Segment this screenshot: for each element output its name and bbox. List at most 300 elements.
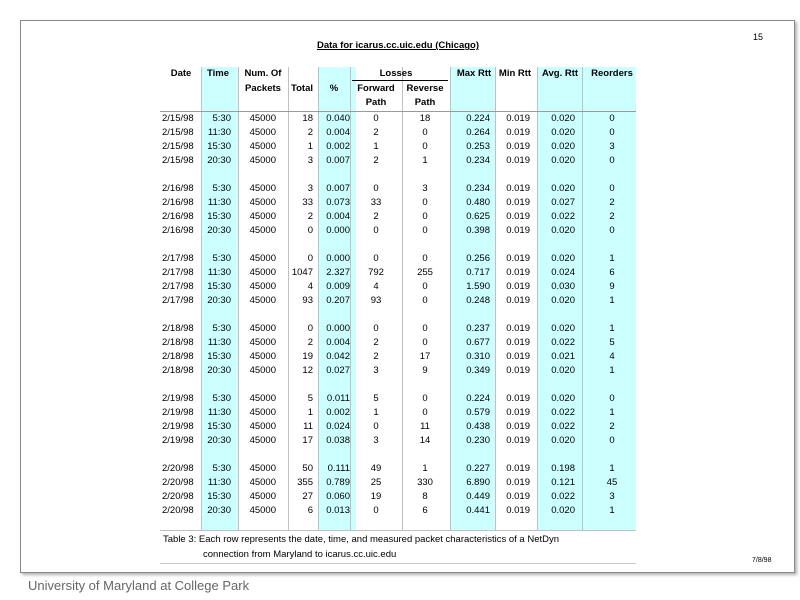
table-cell: 5:30 (212, 463, 231, 474)
table-cell: 1 (609, 505, 615, 517)
table-cell: 20:30 (207, 365, 231, 377)
table-cell: 1.590 (466, 281, 490, 293)
table-cell: 15:30 (207, 421, 231, 433)
table-cell: 15:30 (207, 351, 231, 363)
column-header: Max Rtt (456, 68, 492, 79)
table-cell: 0.234 (466, 183, 490, 194)
table-cell: 93 (302, 295, 313, 307)
table-cell: 0 (373, 225, 379, 237)
table-row (160, 224, 636, 238)
table-cell: 2/16/98 (162, 197, 194, 209)
table-cell: 45000 (249, 491, 276, 503)
table-cell: 0.019 (506, 505, 530, 517)
column-header: Losses (379, 68, 413, 79)
table-cell: 20:30 (207, 295, 231, 307)
table-cell: 0.019 (506, 197, 530, 209)
table-cell: 0 (307, 323, 313, 334)
table-cell: 5:30 (212, 253, 231, 264)
table-cell: 25 (370, 477, 382, 489)
table-cell: 0.004 (326, 127, 350, 139)
table-cell: 0.024 (326, 421, 350, 433)
table-cell: 0.019 (506, 477, 530, 489)
table-cell: 0.002 (326, 407, 350, 419)
table-cell: 45000 (249, 113, 276, 124)
table-cell: 0 (422, 337, 428, 349)
table-cell: 0.019 (506, 463, 530, 474)
table-cell: 0.027 (326, 365, 350, 377)
table-cell: 0.020 (551, 253, 575, 264)
table-cell: 2/19/98 (162, 435, 194, 447)
table-cell: 0.121 (551, 477, 575, 489)
table-cell: 2/17/98 (162, 281, 194, 293)
table-row (160, 406, 636, 420)
table-cell: 0.237 (466, 323, 490, 334)
table-cell: 0.007 (326, 155, 350, 167)
table-cell: 2/15/98 (162, 113, 194, 124)
column-header: Reorders (591, 68, 633, 79)
table-cell: 45000 (249, 337, 276, 349)
table-cell: 2 (307, 337, 313, 349)
table-cell: 0.022 (551, 421, 575, 433)
table-cell: 1 (373, 407, 379, 419)
table-cell: 9 (422, 365, 428, 377)
table-cell: 93 (370, 295, 382, 307)
column-header: Path (414, 97, 436, 108)
table-row (160, 140, 636, 154)
table-cell: 0.020 (551, 183, 575, 194)
table-cell: 0 (422, 407, 428, 419)
table-cell: 2 (307, 127, 313, 139)
caption-divider (160, 530, 636, 531)
table-cell: 6 (422, 505, 428, 517)
table-cell: 0.019 (506, 253, 530, 264)
table-cell: 0.002 (326, 141, 350, 153)
table-cell: 0.024 (551, 267, 575, 279)
table-cell: 12 (302, 365, 313, 377)
table-cell: 5:30 (212, 393, 231, 404)
table-cell: 2 (609, 197, 615, 209)
table-cell: 4 (373, 281, 379, 293)
table-cell: 0.019 (506, 211, 530, 223)
table-cell: 0.256 (466, 253, 490, 264)
table-cell: 2/17/98 (162, 253, 194, 264)
table-cell: 5:30 (212, 323, 231, 334)
table-cell: 0.038 (326, 435, 350, 447)
table-cell: 33 (370, 197, 382, 209)
table-cell: 0.020 (551, 365, 575, 377)
table-cell: 0.073 (326, 197, 350, 209)
table-cell: 2 (373, 155, 379, 167)
table-cell: 18 (302, 113, 313, 124)
losses-underline (352, 80, 448, 81)
table-cell: 2/18/98 (162, 337, 194, 349)
table-cell: 1 (422, 155, 428, 167)
table-cell: 45000 (249, 421, 276, 433)
table-cell: 45 (606, 477, 618, 489)
table-cell: 0.000 (326, 225, 350, 237)
column-header: Num. Of (244, 68, 282, 79)
table-cell: 0.019 (506, 337, 530, 349)
table-cell: 0.717 (466, 267, 490, 279)
table-cell: 2/20/98 (162, 505, 194, 517)
table-cell: 0 (307, 225, 313, 237)
column-header: Time (206, 68, 229, 79)
table-cell: 0.004 (326, 211, 350, 223)
table-cell: 15:30 (207, 211, 231, 223)
table-cell: 11:30 (207, 127, 231, 139)
table-cell: 0.020 (551, 141, 575, 153)
table-cell: 0 (373, 505, 379, 517)
table-cell: 45000 (249, 435, 276, 447)
table-cell: 0.234 (466, 155, 490, 167)
table-title: Data for icarus.cc.uic.edu (Chicago) (316, 40, 480, 51)
table-cell: 50 (302, 463, 313, 474)
column-header: Forward (357, 83, 395, 94)
table-cell: 0.310 (466, 351, 490, 363)
table-cell: 4 (609, 351, 615, 363)
slide-date: 7/8/98 (752, 557, 772, 564)
table-cell: 2/17/98 (162, 295, 194, 307)
table-cell: 330 (417, 477, 433, 489)
table-cell: 49 (370, 463, 382, 474)
table-cell: 2/18/98 (162, 351, 194, 363)
table-cell: 0.019 (506, 183, 530, 194)
table-cell: 2/15/98 (162, 155, 194, 167)
table-cell: 18 (419, 113, 431, 124)
table-cell: 20:30 (207, 435, 231, 447)
data-table (160, 37, 636, 564)
table-cell: 0 (422, 225, 428, 237)
table-cell: 2/17/98 (162, 267, 194, 279)
table-cell: 0.030 (551, 281, 575, 293)
table-cell: 0.789 (326, 477, 350, 489)
table-cell: 3 (609, 491, 615, 503)
table-cell: 0 (422, 197, 428, 209)
table-cell: 45000 (249, 211, 276, 223)
table-cell: 2/18/98 (162, 323, 194, 334)
column-header: Min Rtt (498, 68, 532, 79)
table-cell: 45000 (249, 225, 276, 237)
column-header: Reverse (406, 83, 444, 94)
table-cell: 0.224 (466, 113, 490, 124)
table-cell: 0 (373, 113, 379, 124)
table-cell: 45000 (249, 267, 276, 279)
table-cell: 45000 (249, 351, 276, 363)
column-header: Packets (245, 83, 281, 94)
table-row (160, 266, 636, 280)
table-cell: 792 (368, 267, 384, 279)
table-cell: 0.007 (326, 183, 350, 194)
header-row (160, 97, 636, 111)
table-cell: 8 (422, 491, 428, 503)
table-cell: 17 (419, 351, 431, 363)
table-cell: 20:30 (207, 155, 231, 167)
table-cell: 0.004 (326, 337, 350, 349)
table-cell: 6.890 (466, 477, 490, 489)
table-cell: 0.198 (551, 463, 575, 474)
table-cell: 0 (609, 127, 615, 139)
table-row (160, 182, 636, 196)
table-cell: 0.022 (551, 337, 575, 349)
table-cell: 255 (417, 267, 433, 279)
table-cell: 0.060 (326, 491, 350, 503)
table-cell: 0 (609, 435, 615, 447)
table-cell: 15:30 (207, 491, 231, 503)
table-cell: 0.020 (551, 155, 575, 167)
table-cell: 0.020 (551, 113, 575, 124)
table-cell: 0 (422, 323, 428, 334)
table-cell: 2/20/98 (162, 477, 194, 489)
table-cell: 5 (609, 337, 615, 349)
table-row (160, 504, 636, 518)
table-cell: 0 (422, 141, 428, 153)
table-row (160, 420, 636, 434)
table-cell: 0.019 (506, 267, 530, 279)
table-cell: 45000 (249, 183, 276, 194)
table-cell: 0 (422, 295, 428, 307)
table-cell: 0.000 (326, 323, 350, 334)
table-cell: 11 (303, 421, 313, 433)
table-cell: 0.677 (466, 337, 490, 349)
table-cell: 5 (307, 393, 313, 404)
table-cell: 5:30 (212, 183, 231, 194)
table-cell: 0.019 (506, 365, 530, 377)
table-cell: 0.019 (506, 155, 530, 167)
table-cell: 20:30 (207, 225, 231, 237)
table-cell: 0.579 (466, 407, 490, 419)
table-cell: 0.019 (506, 127, 530, 139)
table-cell: 3 (609, 141, 615, 153)
caption-line-1: Table 3: Each row represents the date, time, and measured packet characteristics of a NetDyn (163, 534, 560, 545)
table-cell: 0.019 (506, 435, 530, 447)
table-cell: 0.021 (551, 351, 575, 363)
table-cell: 0.019 (506, 141, 530, 153)
table-row (160, 490, 636, 504)
table-cell: 2/16/98 (162, 211, 194, 223)
column-header: Total (291, 83, 313, 94)
table-cell: 0.111 (327, 463, 350, 474)
table-cell: 0.019 (506, 225, 530, 237)
table-cell: 1047 (291, 267, 313, 279)
table-cell: 0 (373, 253, 379, 264)
table-cell: 0 (422, 253, 428, 264)
table-row (160, 126, 636, 140)
table-cell: 1 (373, 141, 379, 153)
table-cell: 0.020 (551, 323, 575, 334)
table-cell: 0.019 (506, 113, 530, 124)
table-cell: 2 (373, 211, 379, 223)
table-cell: 0.264 (466, 127, 490, 139)
table-cell: 0.020 (551, 225, 575, 237)
table-row (160, 364, 636, 378)
table-cell: 0 (609, 183, 615, 194)
table-cell: 6 (609, 267, 615, 279)
table-cell: 355 (297, 477, 313, 489)
table-cell: 0 (422, 211, 428, 223)
table-cell: 15:30 (207, 281, 231, 293)
table-cell: 5:30 (212, 113, 231, 124)
table-cell: 0.020 (551, 127, 575, 139)
table-cell: 0.019 (506, 407, 530, 419)
column-header: % (329, 83, 339, 94)
table-cell: 2 (609, 211, 615, 223)
table-cell: 0 (422, 127, 428, 139)
table-cell: 11:30 (207, 477, 231, 489)
table-cell: 4 (307, 281, 313, 293)
table-cell: 1 (609, 365, 615, 377)
table-cell: 2 (373, 351, 379, 363)
table-cell: 14 (419, 435, 431, 447)
table-cell: 0 (422, 393, 428, 404)
table-row (160, 476, 636, 490)
table-cell: 1 (307, 407, 313, 419)
table-cell: 0.022 (551, 491, 575, 503)
table-cell: 11:30 (207, 267, 231, 279)
table-cell: 17 (302, 435, 313, 447)
table-cell: 45000 (249, 127, 276, 139)
table-row (160, 112, 636, 126)
table-cell: 0.019 (506, 323, 530, 334)
column-header: Path (365, 97, 387, 108)
table-cell: 0.224 (466, 393, 490, 404)
table-cell: 19 (370, 491, 382, 503)
table-cell: 45000 (249, 365, 276, 377)
table-cell: 0.022 (551, 407, 575, 419)
table-cell: 2/18/98 (162, 365, 194, 377)
table-cell: 2 (307, 211, 313, 223)
table-cell: 2/19/98 (162, 421, 194, 433)
table-cell: 45000 (249, 393, 276, 404)
table-cell: 2/19/98 (162, 407, 194, 419)
table-row (160, 252, 636, 266)
table-cell: 0.019 (506, 295, 530, 307)
table-cell: 11 (420, 421, 430, 433)
table-cell: 2/15/98 (162, 127, 194, 139)
table-cell: 0 (373, 183, 379, 194)
table-cell: 0.625 (466, 211, 490, 223)
table-cell: 0 (373, 323, 379, 334)
table-cell: 15:30 (207, 141, 231, 153)
table-cell: 0.019 (506, 393, 530, 404)
table-cell: 20:30 (207, 505, 231, 517)
table-cell: 1 (609, 295, 615, 307)
table-row (160, 280, 636, 294)
table-cell: 0.349 (466, 365, 490, 377)
table-cell: 0.020 (551, 393, 575, 404)
table-cell: 1 (609, 323, 615, 334)
table-cell: 2/20/98 (162, 491, 194, 503)
table-cell: 0.019 (506, 491, 530, 503)
table-cell: 45000 (249, 295, 276, 307)
table-cell: 0.013 (326, 505, 350, 517)
table-cell: 2/20/98 (162, 463, 194, 474)
table-cell: 0.019 (506, 351, 530, 363)
table-cell: 1 (609, 463, 615, 474)
table-cell: 0 (373, 421, 379, 433)
table-cell: 6 (307, 505, 313, 517)
table-cell: 45000 (249, 463, 276, 474)
table-cell: 9 (609, 281, 615, 293)
table-cell: 2/16/98 (162, 183, 194, 194)
table-cell: 1 (609, 253, 615, 264)
table-cell: 45000 (249, 281, 276, 293)
table-cell: 1 (422, 463, 428, 474)
table-cell: 2 (373, 127, 379, 139)
table-row (160, 322, 636, 336)
table-cell: 3 (422, 183, 428, 194)
table-cell: 33 (302, 197, 313, 209)
table-cell: 45000 (249, 141, 276, 153)
table-cell: 11:30 (207, 337, 231, 349)
table-cell: 0 (422, 281, 428, 293)
table-cell: 3 (373, 365, 379, 377)
table-cell: 5 (373, 393, 379, 404)
table-cell: 0.449 (466, 491, 490, 503)
table-cell: 0.253 (466, 141, 490, 153)
table-cell: 2 (373, 337, 379, 349)
table-cell: 0.438 (466, 421, 490, 433)
table-cell: 45000 (249, 407, 276, 419)
table-cell: 27 (302, 491, 313, 503)
table-cell: 0.020 (551, 295, 575, 307)
table-cell: 0.441 (466, 505, 490, 517)
table-cell: 0.009 (326, 281, 350, 293)
table-cell: 45000 (249, 155, 276, 167)
table-cell: 0.480 (466, 197, 490, 209)
table-row (160, 462, 636, 476)
table-cell: 0.230 (466, 435, 490, 447)
table-cell: 0.042 (326, 351, 350, 363)
table-cell: 0.019 (506, 281, 530, 293)
table-cell: 0.000 (326, 253, 350, 264)
table-row (160, 154, 636, 168)
table-cell: 0.020 (551, 505, 575, 517)
table-cell: 3 (307, 155, 313, 167)
table-row (160, 210, 636, 224)
table-cell: 11:30 (207, 407, 231, 419)
table-cell: 2/19/98 (162, 393, 194, 404)
table-cell: 1 (307, 141, 313, 153)
table-row (160, 196, 636, 210)
table-cell: 2/15/98 (162, 141, 194, 153)
table-cell: 45000 (249, 477, 276, 489)
table-cell: 45000 (249, 197, 276, 209)
column-header: Date (170, 68, 192, 79)
table-cell: 1 (609, 407, 615, 419)
table-row (160, 336, 636, 350)
table-cell: 45000 (249, 323, 276, 334)
table-cell: 0.227 (466, 463, 490, 474)
table-cell: 0.248 (466, 295, 490, 307)
table-cell: 0.398 (466, 225, 490, 237)
table-cell: 0 (609, 155, 615, 167)
caption-line-2: connection from Maryland to icarus.cc.uic.edu (203, 549, 397, 560)
table-cell: 19 (302, 351, 313, 363)
table-cell: 0 (307, 253, 313, 264)
table-caption (163, 532, 559, 562)
header-row (160, 83, 636, 97)
table-cell: 2/16/98 (162, 225, 194, 237)
table-cell: 11:30 (207, 197, 231, 209)
table-cell: 0.019 (506, 421, 530, 433)
slide-number: 15 (753, 32, 764, 42)
table-cell: 0 (609, 393, 615, 404)
table-cell: 0.011 (326, 393, 350, 404)
table-cell: 0.207 (326, 295, 350, 307)
column-header: Avg. Rtt (541, 68, 579, 79)
table-cell: 2 (609, 421, 615, 433)
table-cell: 0.022 (551, 211, 575, 223)
